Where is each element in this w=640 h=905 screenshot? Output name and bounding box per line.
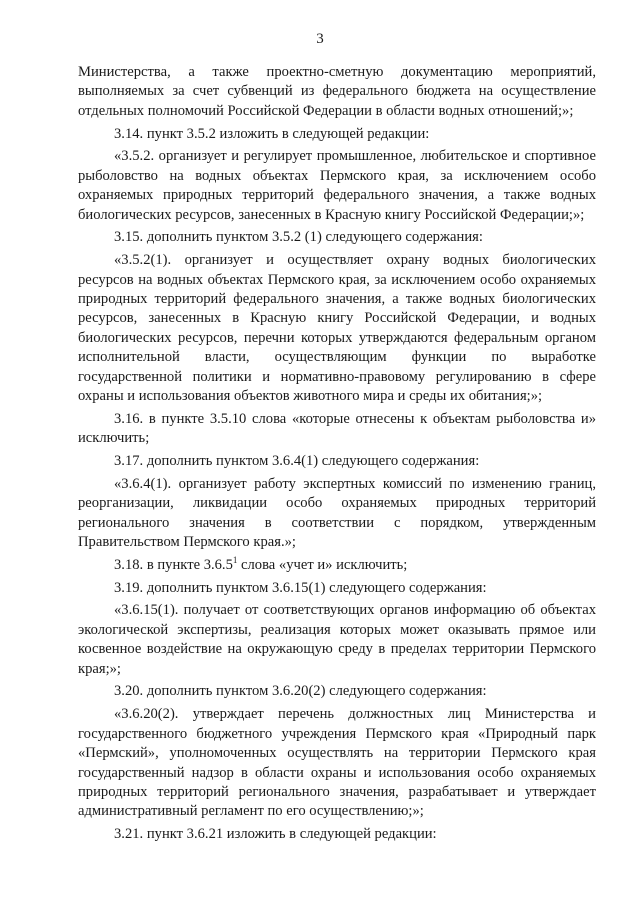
superscript: 1	[232, 555, 238, 566]
paragraph: 3.17. дополнить пунктом 3.6.4(1) следующего содержания:	[114, 453, 480, 470]
document-body	[78, 63, 596, 848]
paragraph: «3.5.2. организует и регулирует промышленное, любительское и спортивное рыболовство на водных объектах Пермского края, за исключением особо охраняемых природных территорий федерального значения, а также водных биологических ресурсов, занесенных в Красную книгу Российской Федерации;»;	[78, 148, 596, 223]
paragraph: «3.5.2(1). организует и осуществляет охрану водных биологических ресурсов на водных объектах Пермского края, за исключением особо охраняемых природных территорий федерального значения, а также водных биологических ресурсов, занесенных в Красную книгу Российской Федерации, и водных биологических ресурсов, перечни которых утверждаются федеральным органом исполнительной власти, осуществляющим функции по выработке государственной политики и нормативно-правовому регулированию в сфере охраны и использования объектов животного мира и среды их обитания;»;	[78, 252, 596, 405]
paragraph-with-superscript	[78, 556, 596, 575]
paragraph: 3.20. дополнить пунктом 3.6.20(2) следующего содержания:	[114, 683, 487, 700]
paragraph: «3.6.15(1). получает от соответствующих органов информацию об объектах экологической экспертизы, реализация которых может оказывать прямое или косвенное воздействие на окружающую среду в пределах территории Пермского края;»;	[78, 602, 596, 677]
paragraph: Министерства, а также проектно-сметную документацию мероприятий, выполняемых за счет субвенций из федерального бюджета на осуществление отдельных полномочий Российской Федерации в области водных отношений;»;	[78, 64, 596, 119]
paragraph: 3.14. пункт 3.5.2 изложить в следующей редакции:	[114, 125, 430, 142]
paragraph-text-before: 3.18. в пункте 3.6.5	[114, 556, 233, 573]
paragraph: «3.6.20(2). утверждает перечень должностных лиц Министерства и государственного бюджетного учреждения Пермского края «Природный парк «Пермский», уполномоченных осуществлять на территории Пермского края государственный надзор в области охраны и использования особо охраняемых природных территорий регионального значения, разрабатывает и утверждает административный регламент по его осуществлению;»;	[78, 706, 596, 820]
paragraph: 3.16. в пункте 3.5.10 слова «которые отнесены к объектам рыболовства и» исключить;	[78, 410, 596, 447]
paragraph: «3.6.4(1). организует работу экспертных комиссий по изменению границ, реорганизации, ликвидации особо охраняемых природных территорий регионального значения в соответствии с порядком, утвержденным Правительством Пермского края.»;	[78, 475, 596, 551]
page-number: 3	[316, 31, 324, 47]
paragraph: 3.19. дополнить пунктом 3.6.15(1) следующего содержания:	[114, 579, 487, 596]
paragraph: 3.21. пункт 3.6.21 изложить в следующей редакции:	[114, 826, 437, 843]
paragraph: 3.15. дополнить пунктом 3.5.2 (1) следующего содержания:	[114, 229, 483, 246]
paragraph-text-after: слова «учет и» исключить;	[237, 556, 408, 573]
